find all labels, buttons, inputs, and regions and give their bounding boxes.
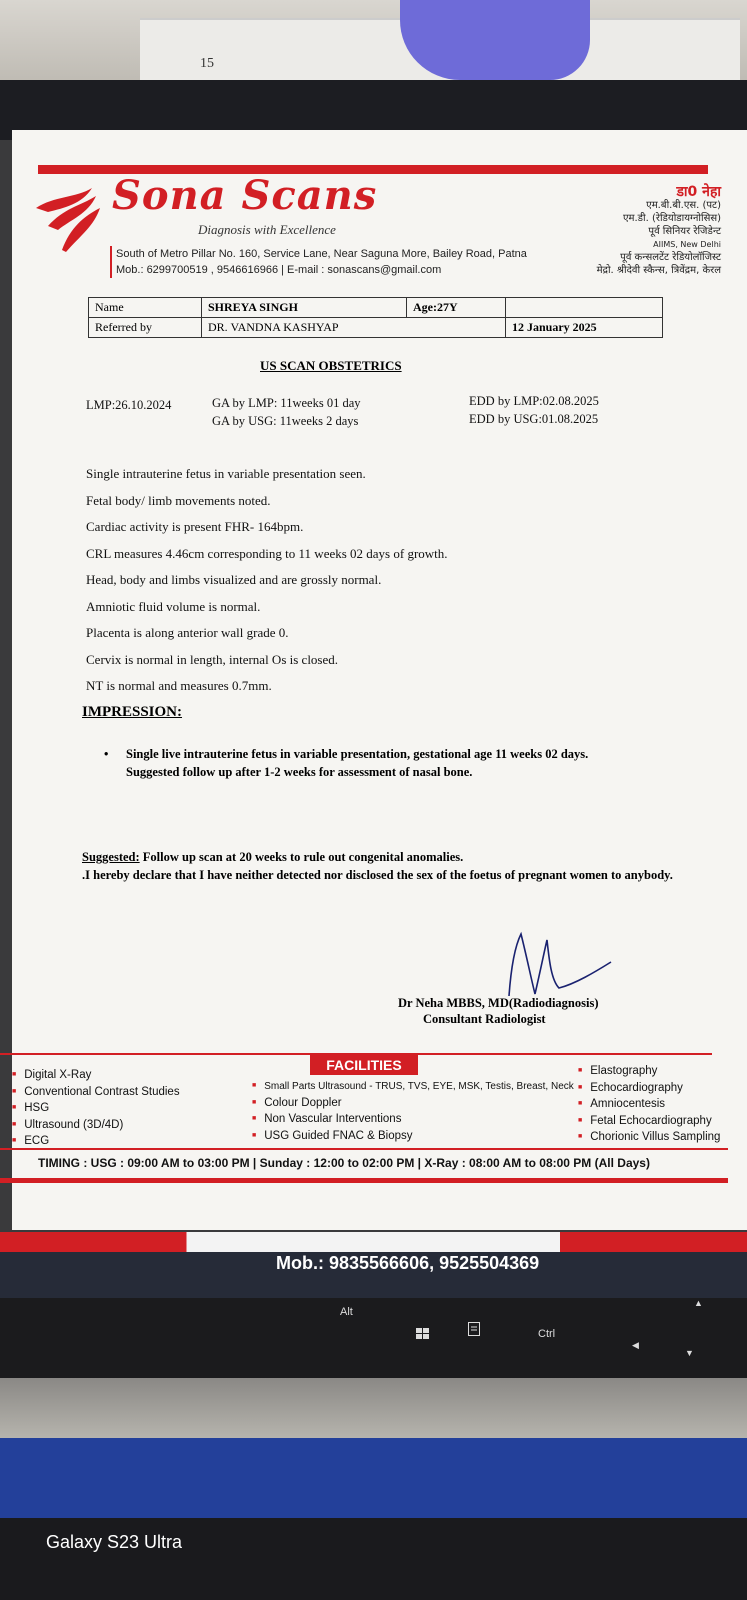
patient-name: SHREYA SINGH [202,298,407,318]
list-item: Amniotic fluid volume is normal. [86,598,261,614]
doctor-degree-line: पूर्व कन्सलटेंट रेडियोलॉजिस्ट [620,252,721,263]
list-item: Fetal body/ limb movements noted. [86,492,271,508]
list-item: Cardiac activity is present FHR- 164bpm. [86,519,304,534]
list-item: ■ Conventional Contrast Studies [12,1084,180,1101]
edd-by-lmp: EDD by LMP:02.08.2025 [469,394,599,408]
impression-heading: IMPRESSION: [82,704,183,720]
clinic-address: South of Metro Pillar No. 160, Service Lane, Near Saguna More, Bailey Road, Patna [116,248,527,260]
list-item: ■ Non Vascular Interventions [252,1111,574,1128]
table-row [89,298,663,318]
list-item: ■ Digital X-Ray [12,1067,180,1084]
referred-label: Referred by [89,318,202,338]
windows-key-icon [416,1328,430,1340]
clinic-contact: Mob.: 6299700519 , 9546616966 | E-mail : sonascans@gmail.com [116,264,442,276]
impression-line: Single live intrauterine fetus in variable presentation, gestational age 11 weeks 02 days. [126,747,589,761]
doctor-header-hindi [597,186,721,277]
signature-icon [505,928,615,998]
signatory-name: Dr Neha MBBS, MD(Radiodiagnosis) [398,996,599,1010]
list-item: ■ Small Parts Ultrasound - TRUS, TVS, EYE, MSK, Testis, Breast, Neck [252,1078,574,1095]
background-top [0,0,747,100]
suggestion-block [82,848,682,884]
desk-surface [0,1378,747,1438]
footer-swoosh [0,1232,747,1252]
facilities-heading: FACILITIES [310,1055,418,1075]
bullet-icon: • [104,747,109,761]
doctor-name-hindi: डा0 नेहा [676,184,721,200]
list-item: ■ Ultrasound (3D/4D) [12,1117,180,1134]
camera-watermark: Galaxy S23 Ultra [46,1532,183,1552]
impression-bullet-block [104,745,634,781]
glove-shape [400,0,590,80]
list-item: ■ Echocardiography [578,1080,720,1097]
table-row [89,318,663,338]
report-date: 12 January 2025 [506,318,663,338]
facilities-column-2 [252,1078,574,1144]
clinic-timing: TIMING : USG : 09:00 AM to 03:00 PM | Sunday : 12:00 to 02:00 PM | X-Ray : 08:00 AM to 08:00 PM (All Days) [38,1156,650,1170]
report-title: US SCAN OBSTETRICS [260,358,402,373]
doctor-degree-line: AIIMS, New Delhi [653,240,721,249]
doctor-degree-line: पूर्व सिनियर रेजिडेन्ट [648,226,721,237]
lmp-value: LMP:26.10.2024 [86,398,172,412]
suggested-text: Follow up scan at 20 weeks to rule out congenital anomalies. [139,850,464,864]
ctrl-key: Ctrl [538,1328,556,1340]
blue-surface [0,1438,747,1518]
list-item: ■ ECG [12,1133,180,1150]
patient-age: Age:27Y [407,298,506,318]
up-arrow-key: ▲ [694,1298,703,1308]
list-item: ■ HSG [12,1100,180,1117]
list-item: ■ Amniocentesis [578,1096,720,1113]
clinic-name: Sona Scans [112,172,378,219]
signatory-title: Consultant Radiologist [423,1012,546,1026]
list-item: ■ Elastography [578,1063,720,1080]
ga-by-usg: GA by USG: 11weeks 2 days [212,414,359,428]
impression-line: Suggested follow up after 1-2 weeks for assessment of nasal bone. [126,765,473,779]
keyboard-background [0,1298,747,1378]
list-item: ■ Colour Doppler [252,1095,574,1112]
referring-doctor: DR. VANDNA KASHYAP [202,318,506,338]
clinic-tagline: Diagnosis with Excellence [198,222,336,237]
findings-list [86,466,448,705]
declaration: .I hereby declare that I have neither detected nor disclosed the sex of the foetus of pregnant women to anybody. [82,868,673,882]
patient-info-table [88,297,663,338]
left-arrow-key: ◀ [632,1340,639,1350]
handwritten-note: 15 [200,56,214,71]
edd-by-usg: EDD by USG:01.08.2025 [469,412,599,426]
bottom-surface [0,1518,747,1600]
footer-mobile: Mob.: 9835566606, 9525504369 [276,1253,540,1273]
doctor-degree-line: मेद्रो. श्रीदेवी स्कैन्स, त्रिवेंद्रम, केरल [596,265,721,276]
list-item: ■ Chorionic Villus Sampling [578,1129,720,1146]
suggested-label: Suggested: [82,850,140,864]
signatory-block [398,995,598,1027]
list-item: CRL measures 4.46cm corresponding to 11 weeks 02 days of growth. [86,545,448,561]
list-item: Placenta is along anterior wall grade 0. [86,625,289,640]
list-item: Single intrauterine fetus in variable presentation seen. [86,466,366,481]
list-item: Cervix is normal in length, internal Os is closed. [86,651,339,667]
timing-divider [0,1148,728,1150]
down-arrow-key: ▼ [685,1348,694,1358]
name-label: Name [89,298,202,318]
list-item: ■ USG Guided FNAC & Biopsy [252,1128,574,1145]
empty-cell [506,298,663,318]
ga-by-lmp: GA by LMP: 11weeks 01 day [212,396,361,410]
logo-wing-icon [34,178,104,258]
clinic-address-block [110,246,527,278]
facilities-column-3 [578,1063,720,1146]
facilities-column-1 [12,1067,180,1150]
doctor-degree-line: एम.बी.बी.एस. (पट) [646,200,721,211]
menu-key-icon [468,1322,480,1336]
doctor-degree-line: एम.डी. (रेडियोडायग्नोसिस) [622,213,721,224]
list-item: ■ Fetal Echocardiography [578,1113,720,1130]
list-item: NT is normal and measures 0.7mm. [86,678,272,693]
suggestion-line [82,848,682,866]
list-item: Head, body and limbs visualized and are grossly normal. [86,572,382,587]
alt-key: Alt [340,1306,353,1318]
footer-red-bar [0,1178,728,1183]
